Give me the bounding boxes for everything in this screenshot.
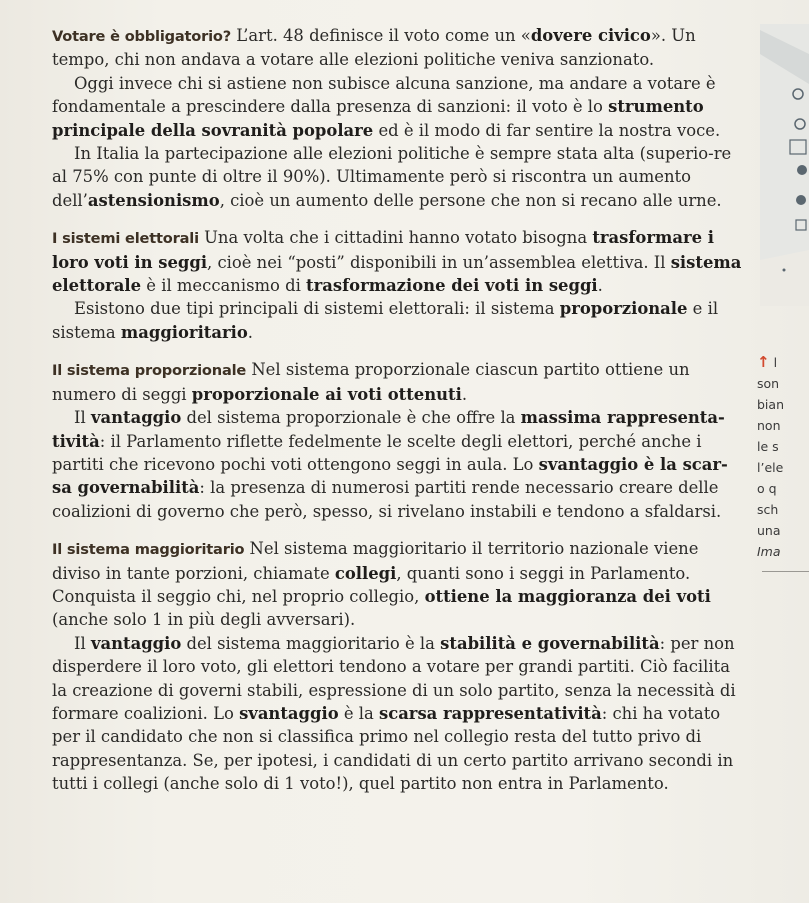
text-run: L’art. 48 definisce il voto come un «	[231, 26, 531, 45]
text-run: , cioè un aumento delle persone che non si recano alle urne.	[219, 190, 722, 210]
text-run: Nel sistema proporzionale ciascun partito ottiene un numero di seggi	[52, 360, 690, 404]
bold-term: stabilità e governabilità	[440, 633, 660, 653]
margin-note-line: l’ele	[757, 460, 784, 475]
text-run: , quanti sono i seggi in Parlamento. Conquista il seggio chi, nel proprio collegio,	[52, 563, 691, 606]
margin-note-line: o q	[757, 481, 777, 496]
text-run: In Italia la partecipazione alle elezioni politiche è sempre stata alta (superio-re al 75% con punte di oltre il 90%). Ultimamente però si riscontra un aumento dell’	[52, 144, 732, 210]
margin-note-line: son	[757, 376, 780, 391]
text-run: ed è il modo di far sentire la nostra voce.	[373, 120, 721, 140]
text-run: del sistema proporzionale è che offre la	[181, 408, 521, 428]
margin-note-line: bian	[757, 397, 784, 412]
text-run: Esistono due tipi principali di sistemi elettorali: il sistema	[74, 299, 560, 319]
bold-term: maggioritario	[120, 322, 248, 342]
text-run: : per non disperdere il loro voto, gli elettori tendono a votare per grandi partiti. Ciò facilita la creazione di governi stabili, espressione di un solo partito, senza la necessità di formare coalizioni. Lo	[52, 633, 736, 723]
text-run: Nel sistema maggioritario il territorio nazionale viene diviso in tante porzioni, chiamate	[52, 539, 699, 583]
text-run: : chi ha votato per il candidato che non si classifica primo nel collegio resta del tutto privo di rappresentanza. Se, per ipotesi, i candidati di un certo partito arrivano secondi in tutti i collegi (anche solo di 1 voto!), quel partito non entra in Parlamento.	[52, 703, 734, 794]
paragraph-proportional	[52, 358, 744, 406]
paragraph-abstention	[52, 142, 744, 212]
bold-term: trasformare i loro voti in seggi	[52, 228, 714, 272]
paragraph-sovereignty	[52, 72, 744, 142]
text-run: del sistema maggioritario è la	[181, 633, 441, 653]
paragraph-majoritarian-pros-cons	[52, 632, 744, 796]
text-run: Il	[74, 633, 91, 653]
text-run: : il Parlamento riflette fedelmente le scelte degli elettori, perché anche i partiti che ricevono pochi voti ottengono seggi in aula. Lo	[52, 431, 702, 474]
bold-term: scarsa rappresentatività	[378, 703, 602, 723]
text-run: , cioè nei “posti” disponibili in un’assemblea elettiva. Il	[207, 252, 671, 272]
bold-term: svantaggio è la scar-sa governabilità	[52, 454, 728, 498]
text-run: ». Un tempo, chi non andava a votare alle elezioni politiche veniva sanzionato.	[52, 26, 696, 70]
margin-note-line: non	[757, 418, 781, 433]
main-text-column	[52, 24, 744, 796]
margin-note-header	[757, 352, 809, 373]
bold-term: vantaggio	[90, 633, 182, 653]
heading-majoritarian: Il sistema maggioritario	[52, 541, 245, 559]
paragraph-electoral-systems	[52, 226, 744, 297]
bold-term: strumento principale della sovranità popolare	[52, 97, 704, 140]
arrow-up-icon: ↑	[757, 353, 770, 371]
bold-term: ottiene la maggioranza dei voti	[424, 586, 711, 606]
margin-note-first: l	[773, 355, 778, 370]
bold-term: massima rappresenta-tività	[52, 408, 725, 451]
text-run: è la	[338, 703, 379, 723]
paragraph-voting-obligation	[52, 24, 744, 72]
bold-term: svantaggio	[239, 703, 339, 723]
bold-term: astensionismo	[87, 190, 220, 210]
margin-note-clipped	[757, 352, 809, 562]
bold-term: dovere civico	[530, 26, 651, 45]
heading-electoral-systems: I sistemi elettorali	[52, 230, 199, 248]
text-run: Oggi invece chi si astiene non subisce alcuna sanzione, ma andare a votare è fondamentale a prescindere dalla presenza di sanzioni: il voto è lo	[52, 73, 716, 117]
margin-note-line: le s	[757, 439, 779, 454]
bold-term: proporzionale ai voti ottenuti	[191, 384, 462, 404]
bold-term: collegi	[334, 563, 397, 583]
text-run: Una volta che i cittadini hanno votato bisogna	[198, 228, 593, 248]
margin-note-line: una	[757, 523, 781, 538]
margin-note-line: Ima	[757, 544, 781, 559]
margin-note-line: sch	[757, 502, 779, 517]
paragraph-two-types	[52, 297, 744, 344]
text-run: : la presenza di numerosi partiti rende necessario creare delle coalizioni di governo che però, spesso, si rivelano instabili e tendono a sfaldarsi.	[52, 478, 722, 521]
paragraph-majoritarian	[52, 537, 744, 632]
text-run: .	[247, 322, 254, 342]
text-run: è il meccanismo di	[141, 276, 307, 296]
margin-divider	[762, 571, 809, 572]
bold-term: sistema elettorale	[52, 252, 742, 296]
text-run: .	[461, 384, 468, 404]
heading-voting-obligation: Votare è obbligatorio?	[52, 28, 232, 45]
bold-term: vantaggio	[90, 408, 182, 428]
ballot-illustration	[760, 24, 809, 306]
text-run: (anche solo 1 in più degli avversari).	[52, 610, 356, 630]
paragraph-proportional-pros-cons	[52, 406, 744, 523]
text-run: Il	[74, 408, 91, 428]
bold-term: trasformazione dei voti in seggi	[306, 276, 598, 296]
text-run: .	[597, 276, 603, 296]
text-run: e il sistema	[52, 299, 719, 342]
heading-proportional: Il sistema proporzionale	[52, 362, 247, 380]
bold-term: proporzionale	[559, 299, 688, 319]
